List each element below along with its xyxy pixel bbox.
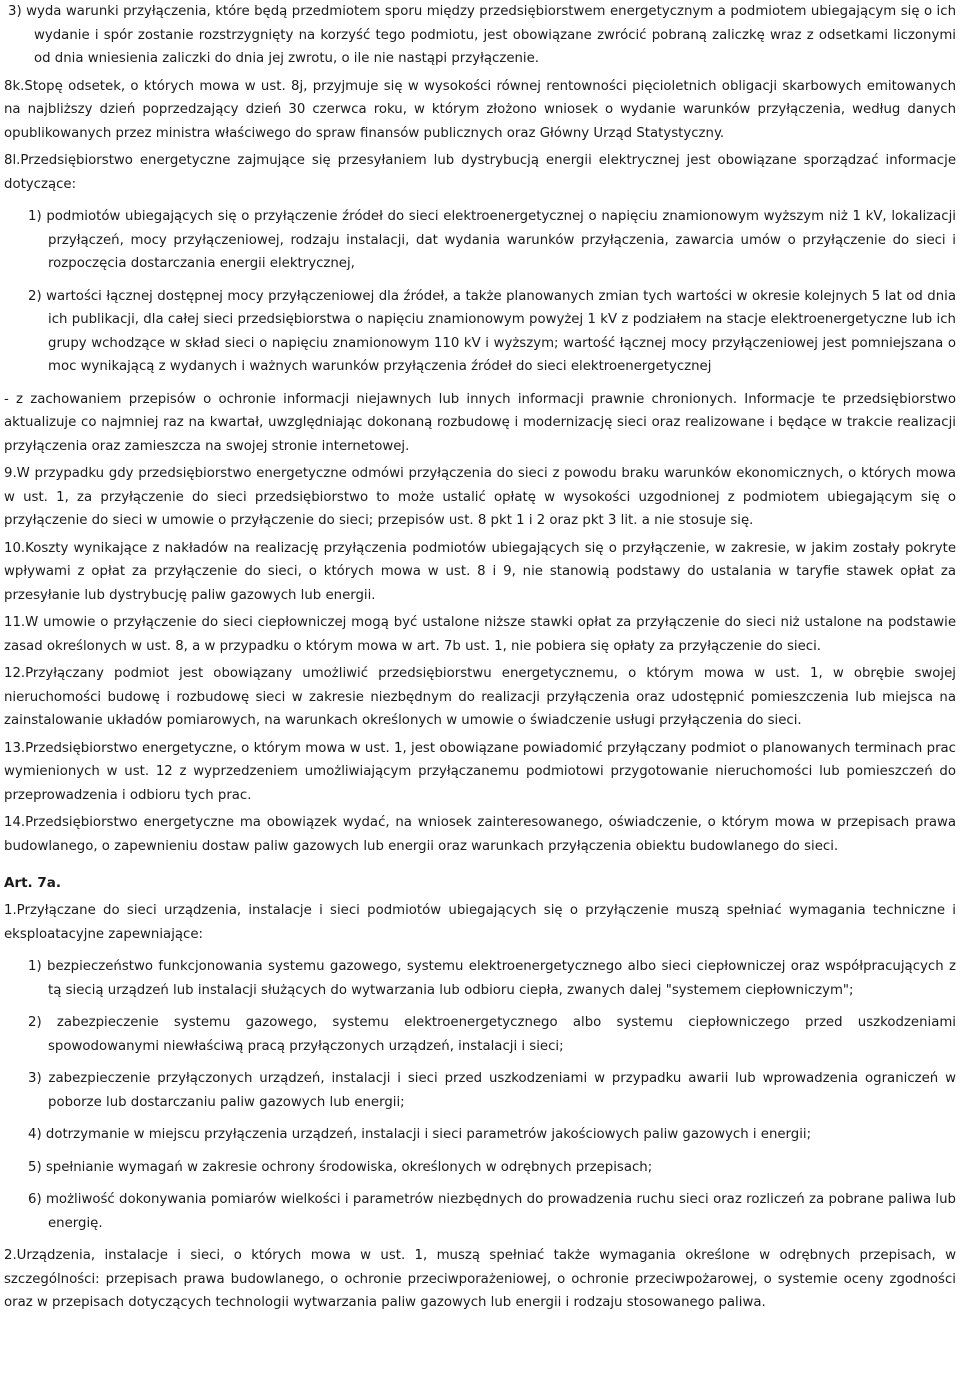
paragraph-9: 9.W przypadku gdy przedsiębiorstwo energetyczne odmówi przyłączenia do sieci z powodu braku warunków ekonomicznych, o których mowa w ust. 1, za przyłączenie do sieci przedsiębiorstwo to może ustalić opłatę w wysokości uzgodnionej z podmiotem ubiegającym się o przyłączenie do sieci w umowie o przyłączenie do sieci; przepisów ust. 8 pkt 1 i 2 oraz pkt 3 lit. a nie stosuje się.	[4, 466, 956, 528]
paragraph-11: 11.W umowie o przyłączenie do sieci ciepłowniczej mogą być ustalone niższe stawki opłat za przyłączenie do sieci niż ustalone na podstawie zasad określonych w ust. 8, a w przypadku o którym mowa w art. 7b ust. 1, nie pobiera się opłaty za przyłączenie do sieci.	[4, 615, 956, 654]
paragraph-14: 14.Przedsiębiorstwo energetyczne ma obowiązek wydać, na wniosek zainteresowanego, oświadczenie, o którym mowa w przepisach prawa budowlanego, o zapewnieniu dostaw paliw gazowych lub energii oraz warunkach przyłączenia obiektu budowlanego do sieci.	[4, 815, 956, 854]
article-7a-point-6: 6) możliwość dokonywania pomiarów wielkości i parametrów niezbędnych do prowadzenia ruchu sieci oraz rozliczeń za pobrane paliwa lub energię.	[28, 1192, 956, 1231]
paragraph-8l-point-1: 1) podmiotów ubiegających się o przyłączenie źródeł do sieci elektroenergetycznej o napięciu znamionowym wyższym niż 1 kV, lokalizacji przyłączeń, mocy przyłączeniowej, rodzaju instalacji, dat wydania warunków przyłączenia, zawarcia umów o przyłączenie do sieci i rozpoczęcia dostarczania energii elektrycznej,	[28, 209, 956, 271]
paragraph-8k: 8k.Stopę odsetek, o których mowa w ust. 8j, przyjmuje się w wysokości równej rentowności pięcioletnich obligacji skarbowych emitowanych na najbliższy dzień poprzedzający dzień 30 czerwca roku, w którym złożono wniosek o wydanie warunków przyłączenia, według danych opublikowanych przez ministra właściwego do spraw finansów publicznych oraz Główny Urząd Statystyczny.	[4, 78, 956, 141]
article-7a-point-4: 4) dotrzymanie w miejscu przyłączenia urządzeń, instalacji i sieci parametrów jakościowych paliw gazowych i energii;	[28, 1127, 812, 1142]
article-7a-point-3: 3) zabezpieczenie przyłączonych urządzeń, instalacji i sieci przed uszkodzeniami w przypadku awarii lub wprowadzenia ograniczeń w poborze lub dostarczaniu paliw gazowych lub energii;	[28, 1071, 956, 1110]
paragraph-8j-point-3: 3) wyda warunki przyłączenia, które będą przedmiotem sporu między przedsiębiorstwem energetycznym a podmiotem ubiegającym się o ich wydanie i spór zostanie rozstrzygnięty na korzyść tego podmiotu, jest obowiązane zwrócić pobraną zaliczkę wraz z odsetkami liczonymi od dnia wniesienia zaliczki do dnia jej zwrotu, o ile nie nastąpi przyłączenie.	[8, 4, 956, 66]
article-7a-point-2: 2) zabezpieczenie systemu gazowego, systemu elektroenergetycznego albo systemu ciepłowniczego przed uszkodzeniami spowodowanymi niewłaściwą pracą przyłączonych urządzeń, instalacji i sieci;	[28, 1015, 956, 1054]
article-7a-paragraph-2: 2.Urządzenia, instalacje i sieci, o których mowa w ust. 1, muszą spełniać także wymagania określone w odrębnych przepisach, w szczególności: przepisach prawa budowlanego, o ochronie przeciwporażeniowej, o ochronie przeciwpożarowej, o systemie oceny zgodności oraz w przepisach dotyczących technologii wytwarzania paliw gazowych lub energii i rodzaju stosowanego paliwa.	[4, 1248, 956, 1310]
paragraph-8l-tail: - z zachowaniem przepisów o ochronie informacji niejawnych lub innych informacji prawnie chronionych. Informacje te przedsiębiorstwo aktualizuje co najmniej raz na kwartał, uwzględniając dokonaną rozbudowę i modernizację sieci oraz realizowane i będące w trakcie realizacji przyłączenia oraz zamieszcza na swojej stronie internetowej.	[4, 391, 956, 454]
paragraph-12: 12.Przyłączany podmiot jest obowiązany umożliwić przedsiębiorstwu energetycznemu, o którym mowa w ust. 1, w obrębie swojej nieruchomości budowę i rozbudowę sieci w zakresie niezbędnym do realizacji przyłączenia oraz udostępnić pomieszczenia lub miejsca na zainstalowanie układów pomiarowych, na warunkach określonych w umowie o świadczenie usługi przyłączenia do sieci.	[4, 666, 956, 728]
paragraph-13: 13.Przedsiębiorstwo energetyczne, o którym mowa w ust. 1, jest obowiązane powiadomić przyłączany podmiot o planowanych terminach prac wymienionych w ust. 12 z wyprzedzeniem umożliwiającym przyłączanemu podmiotowi przygotowanie nieruchomości lub pomieszczeń do przeprowadzenia i odbioru tych prac.	[4, 740, 956, 803]
article-7a-paragraph-1: 1.Przyłączane do sieci urządzenia, instalacje i sieci podmiotów ubiegających się o przyłączenie muszą spełniać wymagania techniczne i eksploatacyjne zapewniające:	[4, 903, 956, 942]
article-7a-point-5: 5) spełnianie wymagań w zakresie ochrony środowiska, określonych w odrębnych przepisach;	[28, 1159, 653, 1175]
paragraph-8l-point-2: 2) wartości łącznej dostępnej mocy przyłączeniowej dla źródeł, a także planowanych zmian tych wartości w okresie kolejnych 5 lat od dnia ich publikacji, dla całej sieci przedsiębiorstwa o napięciu znamionowym powyżej 1 kV z podziałem na stacje elektroenergetyczne lub ich grupy wchodzące w skład sieci o napięciu znamionowym 110 kV i wyższym; wartość łącznej mocy przyłączeniowej jest pomniejszana o moc wynikającą z wydanych i ważnych warunków przyłączenia źródeł do sieci elektroenergetycznej	[28, 288, 956, 374]
article-heading: Art. 7a.	[4, 875, 62, 891]
paragraph-10: 10.Koszty wynikające z nakładów na realizację przyłączenia podmiotów ubiegających się o przyłączenie, w zakresie, w jakim zostały pokryte wpływami z opłat za przyłączenie do sieci, o których mowa w ust. 8 i 9, nie stanowią podstawy do ustalania w taryfie stawek opłat za przesyłanie lub dystrybucję paliw gazowych lub energii.	[4, 540, 956, 603]
paragraph-8l: 8l.Przedsiębiorstwo energetyczne zajmujące się przesyłaniem lub dystrybucją energii elektrycznej jest obowiązane sporządzać informacje dotyczące:	[4, 153, 956, 192]
article-7a-point-1: 1) bezpieczeństwo funkcjonowania systemu gazowego, systemu elektroenergetycznego albo sieci ciepłowniczej oraz współpracujących z tą siecią urządzeń lub instalacji służących do wytwarzania lub odbioru ciepła, zwanych dalej "systemem ciepłowniczym";	[28, 959, 956, 998]
